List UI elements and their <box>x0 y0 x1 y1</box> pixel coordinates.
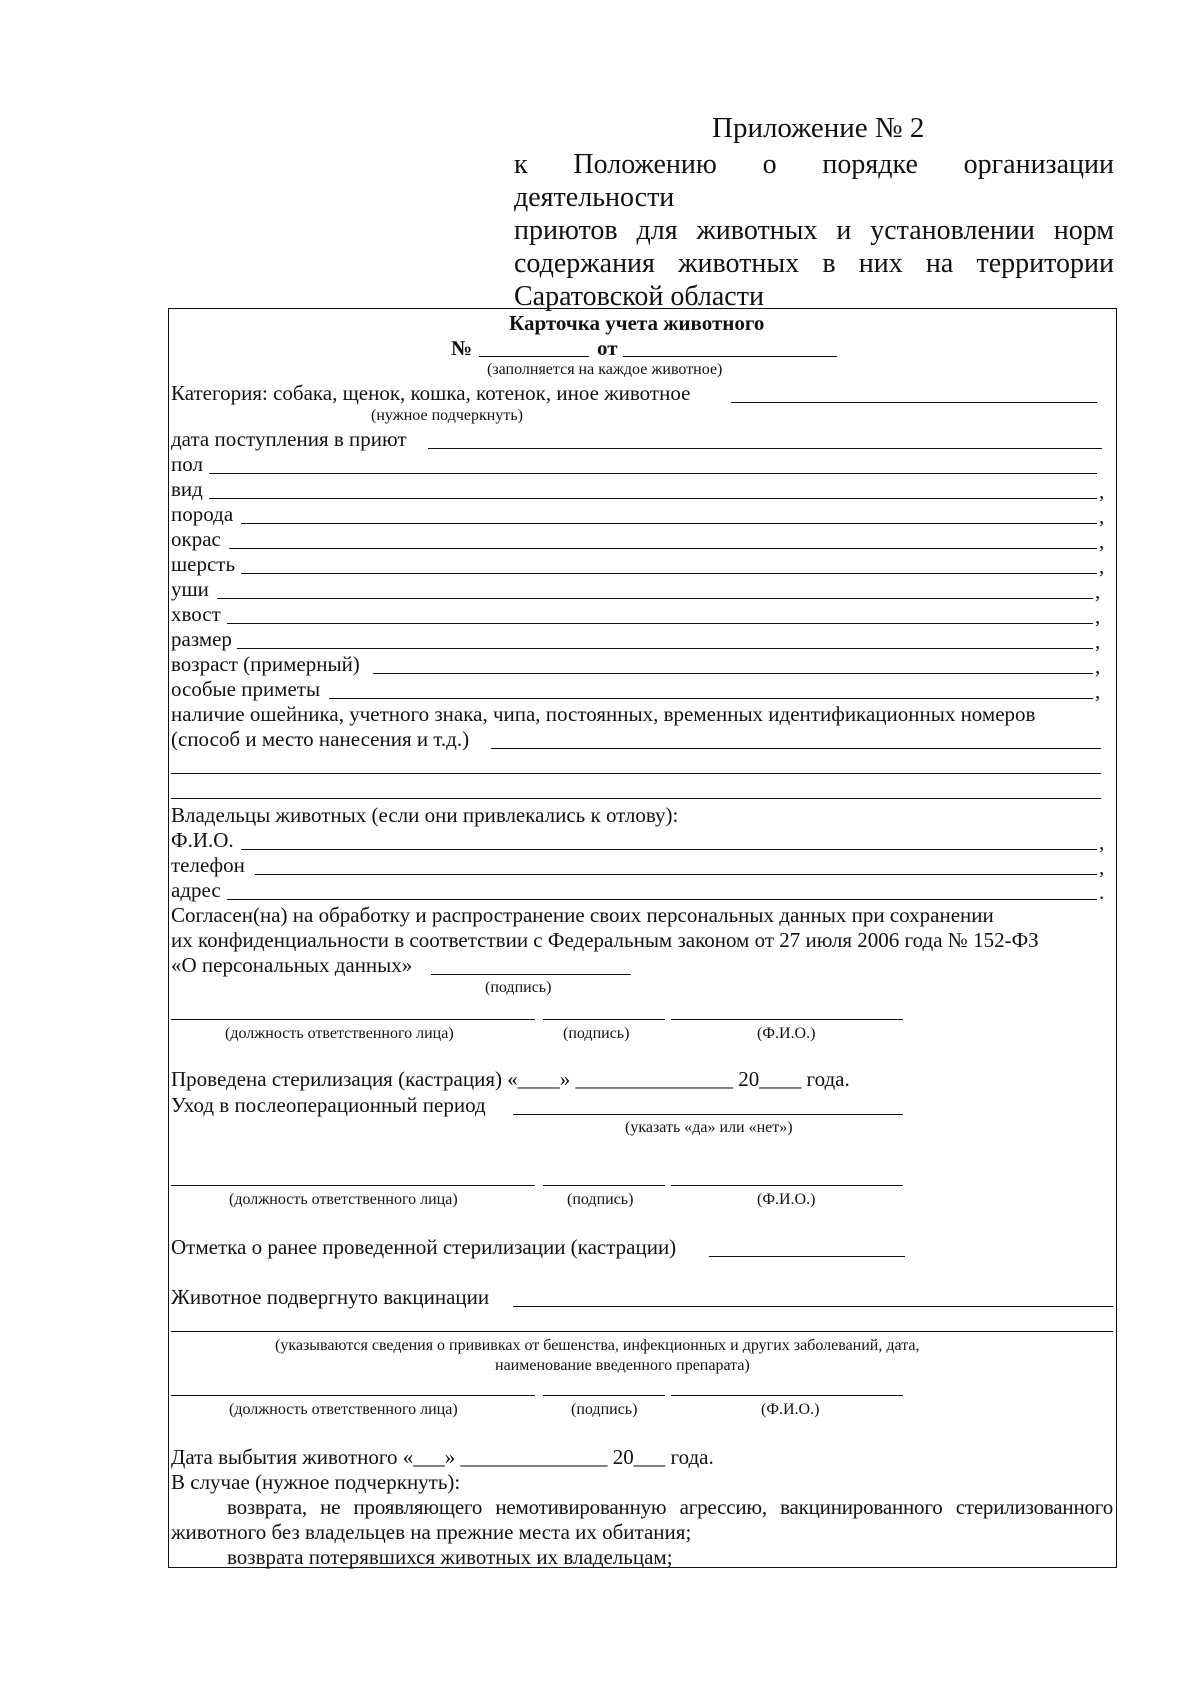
comma: , <box>1095 679 1101 703</box>
size-label: размер <box>171 627 232 651</box>
age-field[interactable] <box>373 673 1093 674</box>
vaccination-note-1: (указываются сведения о прививках от бешенства, инфекционных и других заболеваний, дата, <box>275 1337 920 1354</box>
appendix-title: Приложение № 2 <box>712 112 925 144</box>
size-field[interactable] <box>237 648 1093 649</box>
period: . <box>1099 880 1105 904</box>
age-label: возраст (примерный) <box>171 652 360 676</box>
id-field[interactable] <box>491 748 1101 749</box>
name-note-2: (Ф.И.О.) <box>757 1191 816 1208</box>
prior-sterilization-field[interactable] <box>709 1256 905 1257</box>
intake-date-label: дата поступления в приют <box>171 427 407 451</box>
id-field-extra-1[interactable] <box>171 773 1101 774</box>
underline-note: (нужное подчеркнуть) <box>371 407 523 424</box>
name-note-3: (Ф.И.О.) <box>761 1401 820 1418</box>
vaccination-field-extra[interactable] <box>171 1331 1113 1332</box>
signature-note-2: (подпись) <box>567 1191 634 1208</box>
appendix-reference <box>514 148 1114 313</box>
id-field-extra-2[interactable] <box>171 798 1101 799</box>
name-field-1[interactable] <box>671 1019 903 1020</box>
signature-note-3: (подпись) <box>571 1401 638 1418</box>
prior-sterilization-label: Отметка о ранее проведенной стерилизации (кастрации) <box>171 1235 677 1259</box>
position-field-3[interactable] <box>171 1395 535 1396</box>
consent-signature-note: (подпись) <box>485 979 552 996</box>
appendix-line-4: Саратовской области <box>514 281 764 312</box>
departure-line: Дата выбытия животного «___» ______________ 20___ года. <box>171 1445 714 1469</box>
yes-no-note: (указать «да» или «нет») <box>625 1119 793 1136</box>
return-option-2: возврата потерявшихся животных их владельцам; <box>227 1545 673 1569</box>
owner-name-label: Ф.И.О. <box>171 828 234 852</box>
position-note-3: (должность ответственного лица) <box>229 1401 458 1418</box>
breed-field[interactable] <box>241 523 1097 524</box>
consent-line-3: «О персональных данных» <box>171 953 413 977</box>
card-title: Карточка учета животного <box>509 311 765 335</box>
tail-label: хвост <box>171 602 221 626</box>
name-field-2[interactable] <box>671 1185 903 1186</box>
comma: , <box>1099 554 1105 578</box>
position-note-1: (должность ответственного лица) <box>225 1025 454 1042</box>
signature-field-3[interactable] <box>543 1395 665 1396</box>
vaccination-note-2: наименование введенного препарата) <box>495 1357 750 1374</box>
animal-record-card <box>168 308 1117 1568</box>
sterilization-line: Проведена стерилизация (кастрация) «____» _______________ 20____ года. <box>171 1067 850 1091</box>
appendix-line-2: приютов для животных и установлении норм <box>514 215 1114 246</box>
sex-field[interactable] <box>209 473 1097 474</box>
consent-line-1: Согласен(на) на обработку и распространение своих персональных данных при сохранении <box>171 903 994 927</box>
id-label-line-1: наличие ошейника, учетного знака, чипа, постоянных, временных идентификационных номеров <box>171 702 1036 726</box>
category-label: Категория: собака, щенок, кошка, котенок, иное животное <box>171 381 691 405</box>
breed-label: порода <box>171 502 234 526</box>
owner-phone-label: телефон <box>171 853 245 877</box>
in-case-label: В случае (нужное подчеркнуть): <box>171 1470 461 1494</box>
intake-date-field[interactable] <box>428 448 1102 449</box>
id-label-line-2: (способ и место нанесения и т.д.) <box>171 727 470 751</box>
comma: , <box>1099 479 1105 503</box>
fur-field[interactable] <box>241 573 1097 574</box>
appendix-line-1: к Положению о порядке организации деятельности <box>514 149 1114 213</box>
name-note-1: (Ф.И.О.) <box>757 1025 816 1042</box>
comma: , <box>1095 629 1101 653</box>
owner-address-field[interactable] <box>227 899 1097 900</box>
return-option-1-line-2: животного без владельцев на прежние места их обитания; <box>171 1520 692 1544</box>
tail-field[interactable] <box>227 623 1093 624</box>
return-option-1-line-1: возврата, не проявляющего немотивированную агрессию, вакцинированного стерилизованного <box>227 1495 1113 1519</box>
marks-field[interactable] <box>329 698 1093 699</box>
color-label: окрас <box>171 527 221 551</box>
fur-label: шерсть <box>171 552 236 576</box>
fill-note: (заполняется на каждое животное) <box>487 361 723 378</box>
ears-label: уши <box>171 577 209 601</box>
comma: , <box>1095 604 1101 628</box>
signature-field-2[interactable] <box>543 1185 665 1186</box>
from-label: от <box>597 336 618 360</box>
species-label: вид <box>171 477 203 501</box>
position-note-2: (должность ответственного лица) <box>229 1191 458 1208</box>
color-field[interactable] <box>229 548 1097 549</box>
comma: , <box>1099 504 1105 528</box>
number-field[interactable] <box>479 356 589 357</box>
comma: , <box>1099 855 1105 879</box>
owner-name-field[interactable] <box>241 849 1097 850</box>
postop-label: Уход в послеоперационный период <box>171 1093 486 1117</box>
species-field[interactable] <box>209 498 1097 499</box>
owner-phone-field[interactable] <box>255 874 1097 875</box>
owners-label: Владельцы животных (если они привлекались к отлову): <box>171 803 679 827</box>
sex-label: пол <box>171 452 203 476</box>
number-label: № <box>451 336 473 360</box>
position-field-2[interactable] <box>171 1185 535 1186</box>
vaccination-label: Животное подвергнуто вакцинации <box>171 1285 490 1309</box>
appendix-line-3: содержания животных в них на территории <box>514 248 1114 279</box>
signature-note-1: (подпись) <box>563 1025 630 1042</box>
vaccination-field[interactable] <box>513 1306 1113 1307</box>
postop-field[interactable] <box>513 1114 903 1115</box>
ears-field[interactable] <box>217 598 1093 599</box>
comma: , <box>1095 579 1101 603</box>
category-field[interactable] <box>731 402 1097 403</box>
name-field-3[interactable] <box>671 1395 903 1396</box>
comma: , <box>1095 654 1101 678</box>
comma: , <box>1099 830 1105 854</box>
signature-field-1[interactable] <box>543 1019 665 1020</box>
owner-address-label: адрес <box>171 878 221 902</box>
date-field[interactable] <box>623 356 837 357</box>
marks-label: особые приметы <box>171 677 321 701</box>
position-field-1[interactable] <box>171 1019 535 1020</box>
comma: , <box>1099 529 1105 553</box>
consent-signature-field[interactable] <box>431 974 631 975</box>
consent-line-2: их конфиденциальности в соответствии с Федеральным законом от 27 июля 2006 года № 152-ФЗ <box>171 928 1039 952</box>
